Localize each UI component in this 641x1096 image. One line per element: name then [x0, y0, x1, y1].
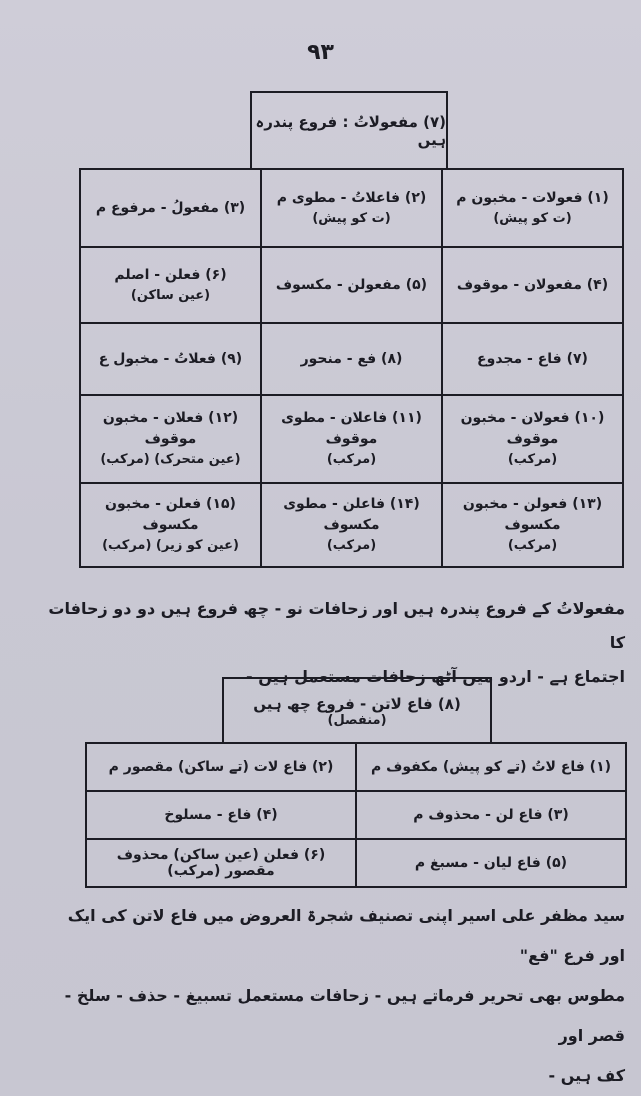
cell-sub-text: (مرکب): [326, 452, 377, 468]
table2-header-sub: (منفصل): [327, 712, 387, 728]
cell-main-text: (۱۲) فعلان - مخبون موقوف: [102, 410, 239, 448]
cell-main-text: (۴) مفعولان - موقوف: [456, 276, 609, 293]
cell-main-text: (۱۱) فاعلان - مطوی موقوف: [281, 410, 422, 448]
table-row: [86, 743, 626, 791]
table-row: [86, 791, 626, 839]
cell-main-text: (۳) مفعولُ - مرفوع م: [95, 199, 246, 216]
table-cell: [261, 247, 442, 323]
page-number: ٩٣: [307, 40, 334, 65]
table-cell: [80, 247, 261, 323]
table2-header: [222, 677, 492, 743]
cell-main-text: (۹) فعلاتُ - مخبول ع: [98, 350, 243, 367]
cell-sub-text: (مرکب): [507, 538, 558, 554]
cell-main-text: (۲) فاعلاتُ - مطوی م: [276, 189, 427, 206]
cell-sub-text: (مرکب): [507, 452, 558, 468]
table-row: [80, 483, 623, 567]
table-cell: (۱) فاع لاتُ (تے کو پیش) مکفوف م: [356, 743, 626, 791]
table-cell: [442, 395, 623, 483]
cell-main-text: (۱۴) فاعلن - مطوی مکسوف: [283, 496, 420, 534]
cell-main-text: (۷) فاع - مجدوع: [477, 350, 588, 367]
table-cell: (۲) فاع لات (تے ساکن) مقصور م: [86, 743, 356, 791]
table-cell: [80, 395, 261, 483]
table-cell: [442, 169, 623, 247]
table-row: [80, 323, 623, 395]
table2-header-title: (۸) فاع لاتن - فروع چھ ہیں: [253, 694, 461, 713]
paragraph-line: کف ہیں -: [548, 1066, 625, 1085]
cell-main-text: (۱) فعولات - مخبون م: [456, 189, 609, 206]
table-cell: [261, 169, 442, 247]
paragraph-line: سید مظفر علی اسیر اپنی تصنیف شجرۃ العروض میں فاع لاتن کی ایک اور فرع "فع": [67, 906, 625, 965]
table-cell: (۵) فاع لیان - مسبغ م: [356, 839, 626, 887]
table-cell: (۳) فاع لن - محذوف م: [356, 791, 626, 839]
table-cell: (۶) فعلن (عین ساکن) محذوف مقصور (مرکب): [86, 839, 356, 887]
cell-sub-text: (عین متحرک) (مرکب): [100, 452, 241, 468]
table-cell: (۴) فاع - مسلوخ: [86, 791, 356, 839]
table-cell: [261, 395, 442, 483]
table-cell: [80, 323, 261, 395]
table-cell: [80, 169, 261, 247]
table-cell: [442, 323, 623, 395]
cell-main-text: (۱۳) فعولن - مخبون مکسوف: [462, 496, 603, 534]
cell-sub-text: (ت کو پیش): [493, 210, 572, 226]
cell-sub-text: (ت کو پیش): [312, 210, 391, 226]
table-row: [80, 395, 623, 483]
faa-laatun-table: [85, 742, 627, 888]
table1-header: (۷) مفعولاتُ : فروع پندرہ ہیں: [250, 91, 448, 169]
cell-main-text: (۶) فعلن - اصلم: [114, 266, 227, 283]
paragraph-line: اجتماع ہے - اردو میں آٹھ زحافات مستعمل ہیں -: [245, 667, 625, 686]
cell-sub-text: (عین کو زیر) (مرکب): [102, 538, 239, 554]
cell-main-text: (۱۰) فعولان - مخبون موقوف: [460, 410, 605, 448]
table-row: [80, 247, 623, 323]
table-cell: [261, 483, 442, 567]
cell-sub-text: (مرکب): [326, 538, 377, 554]
cell-main-text: (۵) مفعولن - مکسوف: [275, 276, 428, 293]
paragraph-line: مفعولاتُ کے فروع پندرہ ہیں اور زحافات نو - چھ فروع ہیں دو دو زحافات کا: [48, 599, 625, 652]
table-cell: [80, 483, 261, 567]
table-cell: [442, 247, 623, 323]
table-cell: [261, 323, 442, 395]
cell-main-text: (۱۵) فعلن - مخبون مکسوف: [105, 496, 236, 534]
table-cell: [442, 483, 623, 567]
table-row: [86, 839, 626, 887]
table-row: [80, 169, 623, 247]
meter-variants-table: [79, 168, 624, 568]
cell-sub-text: (عین ساکن): [130, 287, 211, 303]
paragraph-line: مطوس بھی تحریر فرماتے ہیں - زحافات مستعمل تسبیغ - حذف - سلخ - قصر اور: [64, 986, 625, 1045]
paragraph-2: [40, 896, 625, 1096]
cell-main-text: (۸) فع - منحور: [300, 350, 403, 367]
